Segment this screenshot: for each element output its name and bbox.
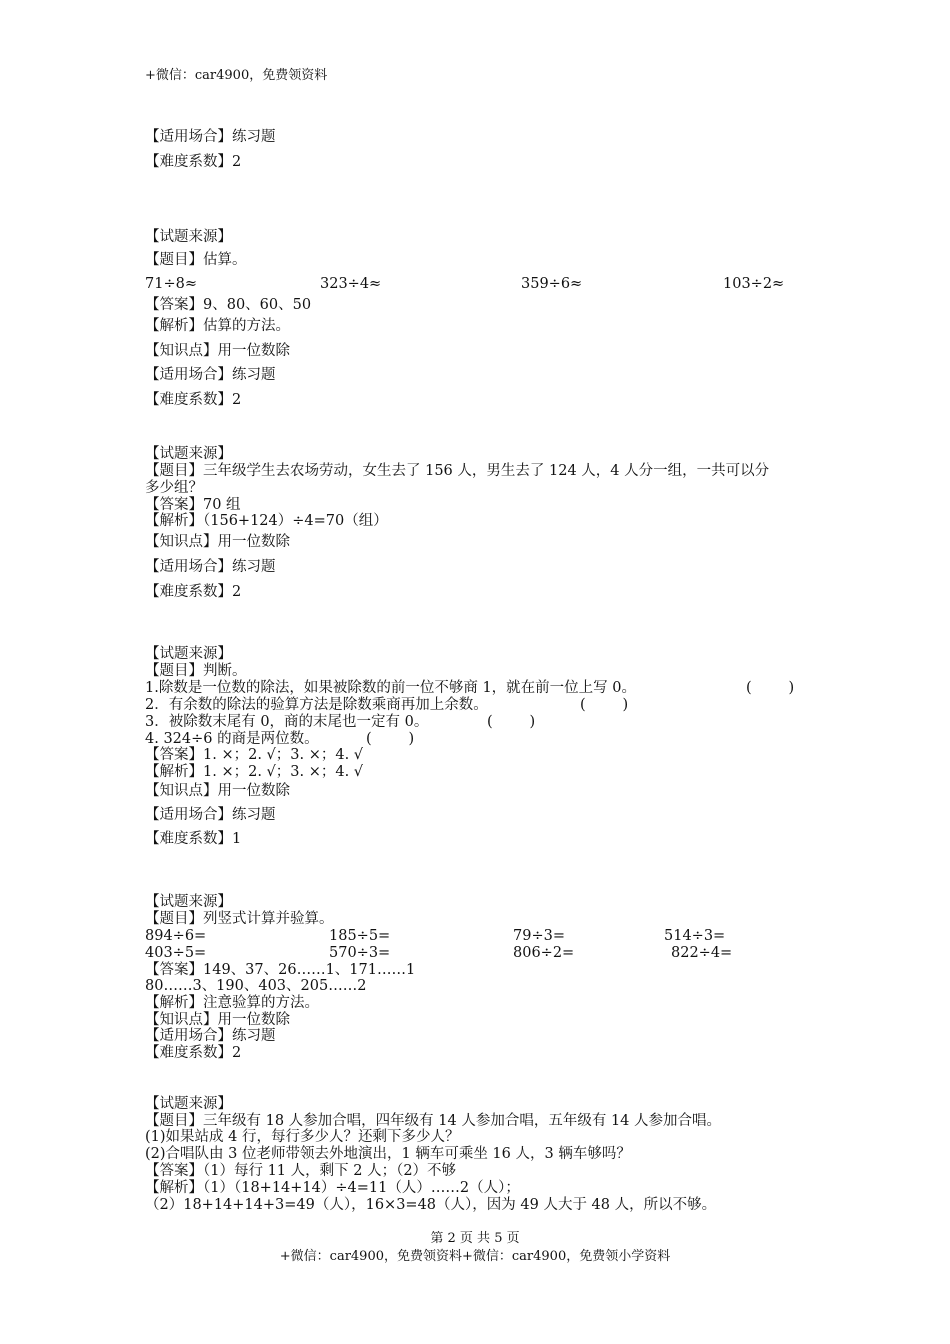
difficulty-line: 【难度系数】2: [145, 392, 242, 408]
answer-line: 【答案】（1）每行 11 人，剩下 2 人；（2）不够: [145, 1163, 457, 1179]
source-line: 【试题来源】: [145, 1096, 232, 1112]
scene-line: 【适用场合】练习题: [145, 1028, 276, 1044]
page-number: 第 2 页 共 5 页: [430, 1231, 520, 1246]
source-line: 【试题来源】: [145, 894, 232, 910]
source-line: 【试题来源】: [145, 446, 232, 462]
analysis-line: 【解析】1. ×；2. √；3. ×；4. √: [145, 764, 364, 780]
answer-line: 【答案】9、80、60、50: [145, 297, 312, 313]
calc-item: 514÷3=: [664, 928, 726, 944]
answer-line: 【答案】70 组: [145, 497, 241, 513]
analysis-line: 【解析】（1）（18+14+14）÷4=11（人）……2（人）；: [145, 1180, 520, 1196]
statement-2: 2．有余数的除法的验算方法是除数乘商再加上余数。: [145, 697, 488, 713]
difficulty-line: 【难度系数】2: [145, 584, 242, 600]
source-line: 【试题来源】: [145, 646, 232, 662]
calc-item: 403÷5=: [145, 945, 207, 961]
estimate-item: 103÷2≈: [723, 276, 785, 292]
knowledge-line: 【知识点】用一位数除: [145, 534, 290, 550]
answer-blank: ( ): [366, 731, 415, 747]
calc-item: 894÷6=: [145, 928, 207, 944]
answer-blank: ( ): [746, 680, 795, 696]
knowledge-line: 【知识点】用一位数除: [145, 783, 290, 799]
difficulty-line: 【难度系数】2: [145, 1045, 242, 1061]
question-title: 【题目】判断。: [145, 663, 247, 679]
answer-line: 【答案】1. ×；2. √；3. ×；4. √: [145, 747, 364, 763]
calc-item: 79÷3=: [513, 928, 565, 944]
analysis-line: 【解析】估算的方法。: [145, 318, 290, 334]
estimate-item: 71÷8≈: [145, 276, 197, 292]
calc-item: 806÷2=: [513, 945, 575, 961]
knowledge-line: 【知识点】用一位数除: [145, 343, 290, 359]
answer-line-cont: 80……3、190、403、205……2: [145, 978, 367, 994]
scene-line: 【适用场合】练习题: [145, 559, 276, 575]
statement-4: 4. 324÷6 的商是两位数。: [145, 731, 319, 747]
question-title: 【题目】三年级有 18 人参加合唱，四年级有 14 人参加合唱，五年级有 14 人参加合唱。: [145, 1113, 722, 1129]
page-footer: +微信：car4900，免费领资料+微信：car4900，免费领小学资料: [279, 1249, 671, 1264]
estimate-item: 359÷6≈: [521, 276, 583, 292]
sub-question-2: (2)合唱队由 3 位老师带领去外地演出，1 辆车可乘坐 16 人，3 辆车够吗？: [145, 1146, 631, 1162]
calc-item: 570÷3=: [329, 945, 391, 961]
question-title-cont: 多少组？: [145, 480, 203, 496]
source-line: 【试题来源】: [145, 229, 232, 245]
analysis-line: 【解析】（156+124）÷4=70（组）: [145, 513, 388, 529]
sub-question-1: (1)如果站成 4 行，每行多少人？还剩下多少人？: [145, 1129, 460, 1145]
scene-line: 【适用场合】练习题: [145, 129, 276, 145]
difficulty-line: 【难度系数】2: [145, 154, 242, 170]
statement-1: 1.除数是一位数的除法，如果被除数的前一位不够商 1，就在前一位上写 0。: [145, 680, 637, 696]
question-title: 【题目】估算。: [145, 252, 247, 268]
analysis-line-cont: （2）18+14+14+3=49（人），16×3=48（人），因为 49 人大于 48 人，所以不够。: [145, 1197, 717, 1213]
estimate-item: 323÷4≈: [320, 276, 382, 292]
page-header: +微信：car4900，免费领资料: [145, 68, 328, 83]
analysis-line: 【解析】注意验算的方法。: [145, 995, 319, 1011]
answer-line: 【答案】149、37、26……1、171……1: [145, 962, 416, 978]
question-title: 【题目】三年级学生去农场劳动，女生去了 156 人，男生去了 124 人，4 人分一组，一共可以分: [145, 463, 770, 479]
calc-item: 822÷4=: [671, 945, 733, 961]
question-title: 【题目】列竖式计算并验算。: [145, 911, 334, 927]
scene-line: 【适用场合】练习题: [145, 367, 276, 383]
answer-blank: ( ): [487, 714, 536, 730]
difficulty-line: 【难度系数】1: [145, 831, 242, 847]
calc-item: 185÷5=: [329, 928, 391, 944]
knowledge-line: 【知识点】用一位数除: [145, 1012, 290, 1028]
scene-line: 【适用场合】练习题: [145, 807, 276, 823]
answer-blank: ( ): [580, 697, 629, 713]
statement-3: 3．被除数末尾有 0，商的末尾也一定有 0。: [145, 714, 429, 730]
